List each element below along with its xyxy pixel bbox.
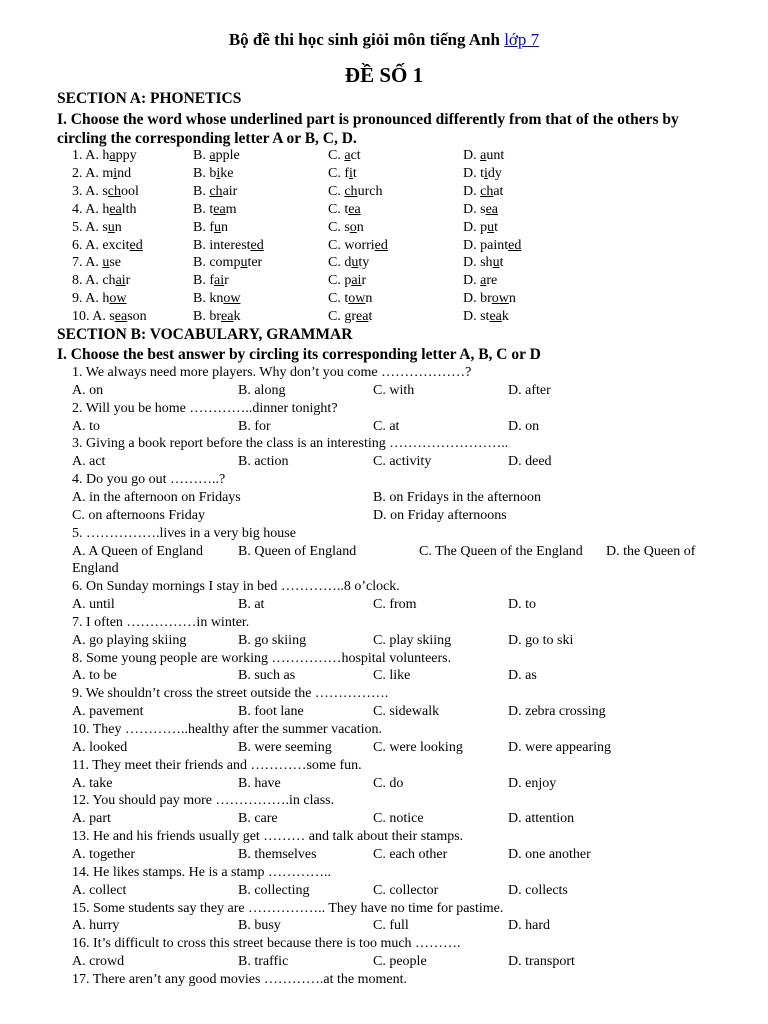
question-text: 6. On Sunday mornings I stay in bed …………..8 o’clock. — [72, 579, 400, 595]
phonetics-option[interactable]: C. act — [328, 148, 361, 163]
answer-option[interactable]: D. hard — [508, 918, 550, 934]
answer-option[interactable]: A. looked — [72, 739, 128, 755]
answer-option[interactable]: B. collecting — [238, 882, 310, 898]
answer-options — [0, 383, 768, 401]
answer-option[interactable]: D. after — [508, 382, 551, 398]
question-text: 8. Some young people are working ……………hospital volunteers. — [72, 650, 452, 666]
phonetics-row — [0, 291, 768, 309]
phonetics-option[interactable]: D. aunt — [463, 148, 505, 163]
underlined-part: ed — [374, 237, 388, 253]
section-b-instruction: I. Choose the best answer by circling its corresponding letter A, B, C or D — [57, 346, 541, 363]
phonetics-row — [0, 309, 768, 327]
answer-option[interactable]: D. enjoy — [508, 775, 557, 791]
underlined-part: ea — [348, 201, 361, 217]
answer-option[interactable]: C. from — [373, 597, 417, 613]
answer-options — [0, 918, 768, 936]
answer-options — [0, 668, 768, 686]
answer-option[interactable]: D. were appearing — [508, 739, 612, 755]
phonetics-option[interactable]: 3. A. school — [72, 183, 139, 199]
question-text: 2. Will you be home …………..dinner tonight? — [72, 400, 338, 416]
phonetics-row — [0, 202, 768, 220]
phonetics-option[interactable]: 4. A. health — [72, 201, 137, 217]
answer-option[interactable]: B. themselves — [238, 846, 317, 862]
underlined-part: u — [492, 255, 500, 271]
answer-option[interactable]: C. activity — [373, 454, 432, 470]
phonetics-option[interactable]: D. chat — [463, 183, 504, 199]
underlined-part: ch — [344, 183, 358, 199]
answer-options — [0, 704, 768, 722]
answer-option[interactable]: C. on afternoons Friday — [72, 507, 205, 523]
answer-option[interactable]: D. transport — [508, 954, 575, 970]
phonetics-option[interactable]: B. fun — [193, 219, 228, 235]
underlined-part: ed — [129, 237, 143, 253]
answer-option[interactable]: A. act — [72, 454, 106, 470]
answer-options — [0, 883, 768, 901]
underlined-part: o — [349, 219, 357, 235]
phonetics-option[interactable]: C. town — [328, 291, 373, 307]
question-text: 16. It’s difficult to cross this street because there is too much ………. — [72, 936, 461, 952]
underlined-part: ai — [214, 273, 225, 289]
underlined-part: a — [480, 148, 487, 163]
answer-option[interactable]: A. part — [72, 811, 111, 827]
phonetics-option[interactable]: B. chair — [193, 183, 238, 199]
answer-options — [0, 454, 768, 472]
phonetics-option[interactable]: D. are — [463, 273, 498, 289]
phonetics-option[interactable]: D. put — [463, 219, 499, 235]
answer-options — [0, 490, 768, 508]
underlined-part: u — [351, 255, 359, 271]
section-a-heading: SECTION A: PHONETICS — [57, 90, 242, 107]
phonetics-option[interactable]: 8. A. chair — [72, 273, 131, 289]
underlined-part: ch — [480, 183, 494, 199]
underlined-part: a — [209, 148, 216, 163]
phonetics-option[interactable]: C. church — [328, 183, 383, 199]
underlined-part: a — [344, 148, 351, 163]
underlined-part: ea — [489, 309, 502, 325]
underlined-part: ai — [351, 273, 362, 289]
phonetics-option[interactable]: B. bike — [193, 165, 234, 181]
answer-option[interactable]: B. Queen of England — [238, 543, 357, 559]
underlined-part: ow — [223, 291, 241, 307]
question-text: 10. They …………..healthy after the summer vacation. — [72, 722, 382, 737]
phonetics-option[interactable]: B. apple — [193, 148, 240, 163]
underlined-part: i — [349, 165, 353, 181]
answer-option[interactable]: D. to — [508, 597, 536, 613]
underlined-part: ed — [250, 237, 264, 253]
question-text: 11. They meet their friends and …………some fun. — [72, 757, 362, 773]
underlined-part: ow — [109, 291, 127, 307]
answer-option[interactable]: A. collect — [72, 882, 127, 898]
phonetics-option[interactable]: D. steak — [463, 309, 509, 325]
answer-option[interactable]: A. go playing skiing — [72, 632, 187, 648]
phonetics-option[interactable]: B. interested — [193, 237, 264, 253]
underlined-part: u — [487, 219, 495, 235]
answer-option[interactable]: C. do — [373, 775, 404, 791]
underlined-part: ow — [348, 291, 366, 307]
answer-option[interactable]: A. hurry — [72, 918, 120, 934]
answer-option[interactable]: D. go to ski — [508, 632, 574, 648]
question-text: 4. Do you go out ………..? — [72, 472, 226, 488]
exam-number: ĐỀ SỐ 1 — [344, 63, 424, 87]
answer-option[interactable]: C. collector — [373, 882, 439, 898]
phonetics-row — [0, 220, 768, 238]
answer-option[interactable]: B. foot lane — [238, 704, 304, 720]
answer-options — [0, 419, 768, 437]
answer-option[interactable]: B. traffic — [238, 954, 289, 970]
answer-option[interactable]: C. at — [373, 418, 400, 434]
answer-option[interactable]: C. were looking — [373, 739, 463, 755]
answer-option-continuation: England — [72, 561, 119, 577]
answer-option[interactable]: C. sidewalk — [373, 704, 440, 720]
phonetics-option[interactable]: D. tidy — [463, 165, 502, 181]
underlined-part: ea — [221, 309, 234, 325]
phonetics-row — [0, 184, 768, 202]
phonetics-option[interactable]: C. fit — [328, 165, 357, 181]
answer-option[interactable]: C. each other — [373, 846, 448, 862]
answer-option[interactable]: B. go skiing — [238, 632, 307, 648]
answer-option[interactable]: C. play skiing — [373, 632, 452, 648]
answer-option[interactable]: A. A Queen of England — [72, 543, 204, 559]
underlined-part: ai — [115, 273, 126, 289]
question-text: 17. There aren’t any good movies ………….at the moment. — [72, 971, 408, 987]
underlined-part: ch — [209, 183, 223, 199]
underlined-part: ch — [107, 183, 122, 199]
underlined-part: u — [102, 255, 110, 271]
phonetics-option[interactable]: C. tea — [328, 201, 361, 217]
phonetics-option[interactable]: 7. A. use — [72, 255, 122, 271]
answer-option[interactable]: B. care — [238, 811, 278, 827]
answer-option[interactable]: A. crowd — [72, 954, 125, 970]
answer-option[interactable]: C. people — [373, 954, 427, 970]
phonetics-option[interactable]: B. know — [193, 291, 241, 307]
grade-link[interactable]: lớp 7 — [504, 30, 540, 49]
phonetics-option[interactable]: 9. A. how — [72, 291, 127, 307]
answer-option[interactable]: A. on — [72, 382, 104, 398]
question-text: 14. He likes stamps. He is a stamp ………….. — [72, 864, 331, 880]
underlined-part: ea — [114, 309, 128, 325]
question-text: 9. We shouldn’t cross the street outside the ……………. — [72, 686, 389, 702]
phonetics-row — [0, 273, 768, 291]
underlined-part: ed — [508, 237, 522, 253]
question-text: 7. I often ……………in winter. — [72, 614, 250, 630]
answer-options — [0, 597, 768, 615]
answer-option[interactable]: B. have — [238, 775, 281, 791]
underlined-part: a — [480, 273, 487, 289]
phonetics-option[interactable]: D. sea — [463, 201, 498, 217]
section-b-heading: SECTION B: VOCABULARY, GRAMMAR — [57, 326, 353, 343]
underlined-part: ea — [485, 201, 498, 217]
phonetics-option[interactable]: D. brown — [463, 291, 516, 307]
phonetics-row — [0, 166, 768, 184]
phonetics-option[interactable]: 10. A. season — [72, 309, 147, 325]
answer-option[interactable]: B. on Fridays in the afternoon — [373, 489, 541, 505]
answer-option[interactable]: C. full — [373, 918, 409, 934]
answer-option[interactable]: C. with — [373, 382, 415, 398]
underlined-part: ow — [491, 291, 509, 307]
answer-option[interactable]: B. at — [238, 597, 265, 613]
phonetics-option[interactable]: C. pair — [328, 273, 367, 289]
phonetics-option[interactable]: C. worried — [328, 237, 388, 253]
answer-option[interactable]: A. in the afternoon on Fridays — [72, 489, 241, 505]
answer-option[interactable]: A. take — [72, 775, 113, 791]
phonetics-option[interactable]: 6. A. excited — [72, 237, 143, 253]
answer-option[interactable]: C. notice — [373, 811, 424, 827]
answer-option[interactable]: A. to be — [72, 668, 117, 684]
underlined-part: ea — [213, 201, 226, 217]
phonetics-option[interactable]: 1. A. happy — [72, 148, 137, 163]
answer-option[interactable]: B. for — [238, 418, 271, 434]
phonetics-option[interactable]: B. team — [193, 201, 237, 217]
document-title — [0, 30, 768, 50]
answer-option[interactable]: D. on Friday afternoons — [373, 507, 507, 523]
underlined-part: u — [240, 255, 248, 271]
answer-options — [0, 544, 768, 562]
underlined-part: i — [484, 165, 488, 181]
underlined-part: i — [113, 165, 118, 181]
phonetics-row — [0, 238, 768, 256]
answer-option[interactable]: B. were seeming — [238, 739, 332, 755]
underlined-part: ea — [109, 201, 122, 217]
answer-option[interactable]: D. the Queen of — [606, 543, 696, 559]
answer-options — [0, 811, 768, 829]
answer-option[interactable]: D. one another — [508, 846, 591, 862]
question-text: 15. Some students say they are …………….. They have no time for pastime. — [72, 900, 504, 916]
answer-option[interactable]: A. together — [72, 846, 135, 862]
answer-option[interactable]: D. collects — [508, 882, 568, 898]
answer-options — [0, 776, 768, 794]
answer-option[interactable]: B. such as — [238, 668, 296, 684]
answer-option[interactable]: A. pavement — [72, 704, 144, 720]
answer-option[interactable]: D. zebra crossing — [508, 704, 606, 720]
underlined-part: a — [109, 148, 116, 163]
question-text: 5. …………….lives in a very big house — [72, 525, 296, 541]
question-text: 1. We always need more players. Why don’t you come ………………? — [72, 365, 472, 380]
answer-options — [0, 633, 768, 651]
answer-option[interactable]: D. attention — [508, 811, 575, 827]
question-text: 12. You should pay more …………….in class. — [72, 793, 335, 809]
answer-options — [0, 740, 768, 758]
underlined-part: u — [214, 219, 221, 235]
phonetics-option[interactable]: 5. A. sun — [72, 219, 122, 235]
phonetics-option[interactable]: C. son — [328, 219, 364, 235]
answer-option[interactable]: D. deed — [508, 454, 552, 470]
answer-options — [0, 954, 768, 972]
phonetics-option[interactable]: C. great — [328, 309, 373, 325]
question-text: 3. Giving a book report before the class is an interesting …………………….. — [72, 436, 509, 452]
phonetics-row — [0, 148, 768, 166]
phonetics-option[interactable]: B. computer — [193, 255, 263, 271]
phonetics-option[interactable]: C. duty — [328, 255, 370, 271]
underlined-part: i — [216, 165, 221, 181]
answer-option[interactable]: B. along — [238, 382, 286, 398]
phonetics-option[interactable]: D. painted — [463, 237, 522, 253]
phonetics-option[interactable]: B. break — [193, 309, 241, 325]
phonetics-option[interactable]: B. fair — [193, 273, 229, 289]
phonetics-row — [0, 255, 768, 273]
answer-option[interactable]: D. as — [508, 668, 537, 684]
answer-option[interactable]: C. like — [373, 668, 411, 684]
underlined-part: u — [107, 219, 115, 235]
title-text: Bộ đề thi học sinh giỏi môn tiếng Anh — [228, 30, 500, 49]
answer-options — [0, 847, 768, 865]
underlined-part: ea — [356, 309, 369, 325]
question-text: 13. He and his friends usually get ……… and talk about their stamps. — [72, 829, 464, 845]
answer-option[interactable]: B. action — [238, 454, 289, 470]
answer-option[interactable]: B. busy — [238, 918, 281, 934]
answer-option[interactable]: D. on — [508, 418, 540, 434]
section-a-instruction: I. Choose the word whose underlined part is pronounced differently from that of the others by circling the corresponding letter A or B, C, D. — [57, 111, 679, 147]
answer-option[interactable]: A. to — [72, 418, 100, 434]
answer-option[interactable]: A. until — [72, 597, 115, 613]
phonetics-option[interactable]: D. shut — [463, 255, 504, 271]
answer-option[interactable]: C. The Queen of the England — [419, 543, 583, 559]
phonetics-option[interactable]: 2. A. mind — [72, 165, 132, 181]
answer-options — [0, 508, 768, 526]
